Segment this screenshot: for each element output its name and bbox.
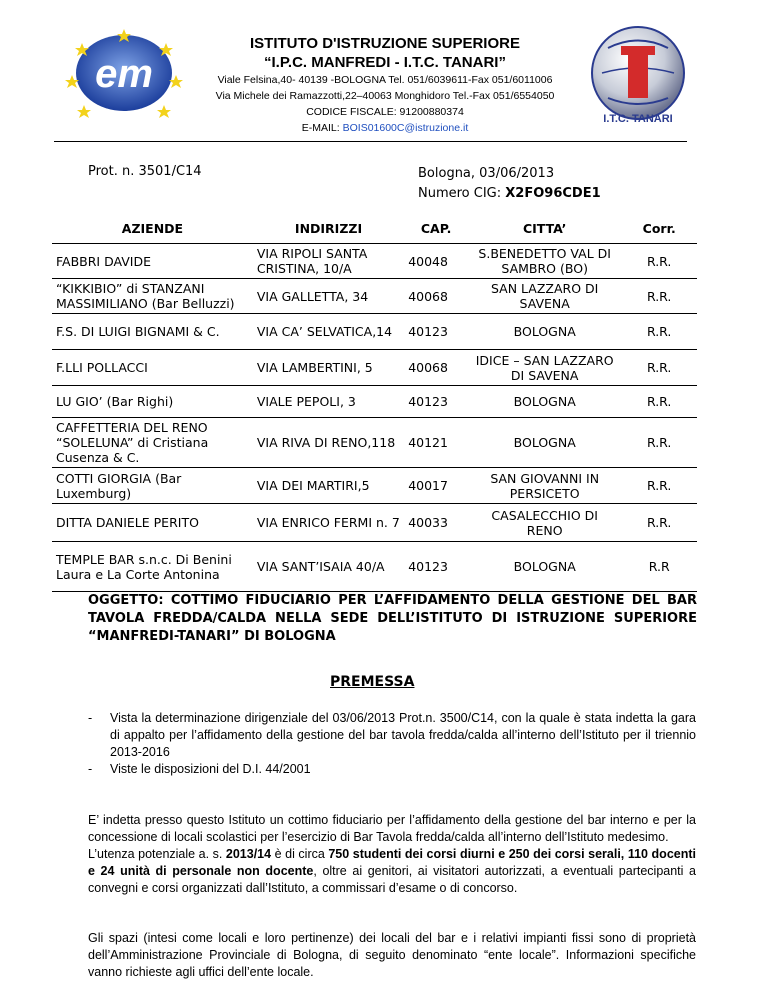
cell-azienda: LU GIO’ (Bar Righi) (52, 386, 253, 418)
cell-cap: 40123 (404, 314, 468, 350)
body-paragraph-1 (88, 812, 696, 897)
cell-azienda: FABBRI DAVIDE (52, 244, 253, 279)
cell-indirizzo: VIA SANT’ISAIA 40/A (253, 542, 404, 592)
cell-citta: BOLOGNA (468, 542, 621, 592)
col-corr: Corr. (621, 213, 697, 244)
cell-cap: 40048 (404, 244, 468, 279)
paragraph-text: , oltre ai genitori, ai visitatori autorizzati, a eventuali partecipanti a convegni e corsi organizzati dall’Istituto, a commissari d’esame o di concorso. (88, 864, 696, 895)
cell-corr: R.R. (621, 244, 697, 279)
bullet-dash: - (88, 711, 93, 725)
list-item-text: Vista la determinazione dirigenziale del 03/06/2013 Prot.n. 3500/C14, con la quale è stata indetta la gara di appalto per l’affidamento della gestione del bar tavola fredda/calda all’interno dell’Istituto per il triennio 2013-2016 (110, 711, 696, 759)
protocol-number: Prot. n. 3501/C14 (88, 164, 202, 179)
cell-indirizzo: VIALE PEPOLI, 3 (253, 386, 404, 418)
cell-citta: CASALECCHIO DI RENO (468, 504, 621, 542)
premessa-list (88, 710, 696, 778)
col-aziende: AZIENDE (52, 213, 253, 244)
cell-corr: R.R. (621, 279, 697, 314)
cell-corr: R.R. (621, 418, 697, 468)
address-main: Viale Felsina,40- 40139 -BOLOGNA Tel. 051/6039611-Fax 051/6011006 (217, 74, 553, 86)
table-row (52, 350, 697, 386)
table-row (52, 244, 697, 279)
institute-name: ISTITUTO D'ISTRUZIONE SUPERIORE (250, 35, 520, 52)
cell-azienda: DITTA DANIELE PERITO (52, 504, 253, 542)
cell-indirizzo: VIA RIPOLI SANTA CRISTINA, 10/A (253, 244, 404, 279)
cig-value: X2FO96CDE1 (505, 186, 601, 201)
cell-indirizzo: VIA DEI MARTIRI,5 (253, 468, 404, 504)
school-logo-em (62, 25, 187, 120)
paragraph-text: L’utenza potenziale a. s. (88, 847, 226, 861)
table-header-row (52, 213, 697, 244)
fiscal-code: CODICE FISCALE: 91200880374 (306, 106, 464, 118)
cell-citta: BOLOGNA (468, 386, 621, 418)
cell-indirizzo: VIA ENRICO FERMI n. 7 (253, 504, 404, 542)
paragraph-text: è di circa (271, 847, 329, 861)
date-block (418, 164, 601, 204)
table-row (52, 504, 697, 542)
header-divider (54, 141, 687, 142)
letterhead (0, 0, 768, 142)
list-item (88, 710, 696, 761)
cell-citta: IDICE – SAN LAZZARO DI SAVENA (468, 350, 621, 386)
svg-text:I.T.C. TANARI: I.T.C. TANARI (603, 113, 673, 125)
cell-azienda: F.LLI POLLACCI (52, 350, 253, 386)
user-counts: 750 studenti dei corsi diurni e 250 dei corsi serali, 110 docenti e 24 unità di personale non docente (88, 847, 696, 878)
table-row (52, 542, 697, 592)
cell-cap: 40121 (404, 418, 468, 468)
premessa-heading: PREMESSA (330, 674, 415, 690)
table-row (52, 418, 697, 468)
email-label: E-MAIL: (301, 122, 340, 134)
cell-citta: BOLOGNA (468, 418, 621, 468)
address-branch: Via Michele dei Ramazzotti,22–40063 Monghidoro Tel.-Fax 051/6554050 (215, 90, 555, 102)
letterhead-text (180, 34, 590, 136)
paragraph-text: E’ indetta presso questo Istituto un cottimo fiduciario per l’affidamento della gestione del bar interno e per la concessione di locali scolastici per l’esercizio di Bar Tavola fredda/calda all’interno dell’Istituto medesimo. (88, 813, 696, 844)
email-link[interactable]: BOIS01600C@istruzione.it (342, 122, 469, 134)
cell-cap: 40123 (404, 542, 468, 592)
cell-indirizzo: VIA CA’ SELVATICA,14 (253, 314, 404, 350)
cell-citta: SAN GIOVANNI IN PERSICETO (468, 468, 621, 504)
cell-cap: 40068 (404, 279, 468, 314)
cell-cap: 40033 (404, 504, 468, 542)
cell-cap: 40123 (404, 386, 468, 418)
subject-heading: OGGETTO: COTTIMO FIDUCIARIO PER L’AFFIDAMENTO DELLA GESTIONE DEL BAR TAVOLA FREDDA/CALDA NELLA SEDE DELL’ISTITUTO DI ISTRUZIONE SUPERIORE “MANFREDI-TANARI” DI BOLOGNA (88, 593, 697, 644)
cell-azienda: F.S. DI LUIGI BIGNAMI & C. (52, 314, 253, 350)
svg-text:em: em (95, 52, 153, 96)
table-row (52, 279, 697, 314)
cell-corr: R.R. (621, 350, 697, 386)
table-row (52, 314, 697, 350)
cell-citta: SAN LAZZARO DI SAVENA (468, 279, 621, 314)
col-cap: CAP. (404, 213, 468, 244)
col-citta: CITTA’ (468, 213, 621, 244)
cell-corr: R.R. (621, 504, 697, 542)
email-line (180, 120, 590, 136)
list-item-text: Viste le disposizioni del D.I. 44/2001 (110, 762, 311, 776)
body-paragraph-3: Gli spazi (intesi come locali e loro pertinenze) dei locali del bar e i relativi impianti fissi sono di proprietà dell’Amministrazione Provinciale di Bologna, di seguito denominato “ente locale”. Informazioni specifiche vanno richieste agli uffici dell’ente locale. (88, 931, 696, 979)
cell-azienda: COTTI GIORGIA (Bar Luxemburg) (52, 468, 253, 504)
cig-line (418, 184, 601, 204)
cell-indirizzo: VIA RIVA DI RENO,118 (253, 418, 404, 468)
list-item (88, 761, 696, 778)
cell-azienda: CAFFETTERIA DEL RENO “SOLELUNA” di Cristiana Cusenza & C. (52, 418, 253, 468)
cell-corr: R.R. (621, 468, 697, 504)
cell-citta: S.BENEDETTO VAL DI SAMBRO (BO) (468, 244, 621, 279)
cell-corr: R.R. (621, 314, 697, 350)
bullet-dash: - (88, 762, 93, 776)
institute-subname: “I.P.C. MANFREDI - I.T.C. TANARI” (264, 54, 506, 71)
place-date: Bologna, 03/06/2013 (418, 166, 555, 181)
cell-corr: R.R (621, 542, 697, 592)
cig-label: Numero CIG: (418, 186, 502, 201)
school-logo-tanari (588, 18, 688, 128)
cell-indirizzo: VIA LAMBERTINI, 5 (253, 350, 404, 386)
cell-cap: 40068 (404, 350, 468, 386)
recipients-table (52, 213, 697, 592)
school-year: 2013/14 (225, 847, 272, 861)
cell-cap: 40017 (404, 468, 468, 504)
cell-indirizzo: VIA GALLETTA, 34 (253, 279, 404, 314)
table-row (52, 468, 697, 504)
cell-azienda: “KIKKIBIO” di STANZANI MASSIMILIANO (Bar Belluzzi) (52, 279, 253, 314)
table-row (52, 386, 697, 418)
cell-citta: BOLOGNA (468, 314, 621, 350)
cell-azienda: TEMPLE BAR s.n.c. Di Benini Laura e La Corte Antonina (52, 542, 253, 592)
col-indirizzi: INDIRIZZI (253, 213, 404, 244)
cell-corr: R.R. (621, 386, 697, 418)
